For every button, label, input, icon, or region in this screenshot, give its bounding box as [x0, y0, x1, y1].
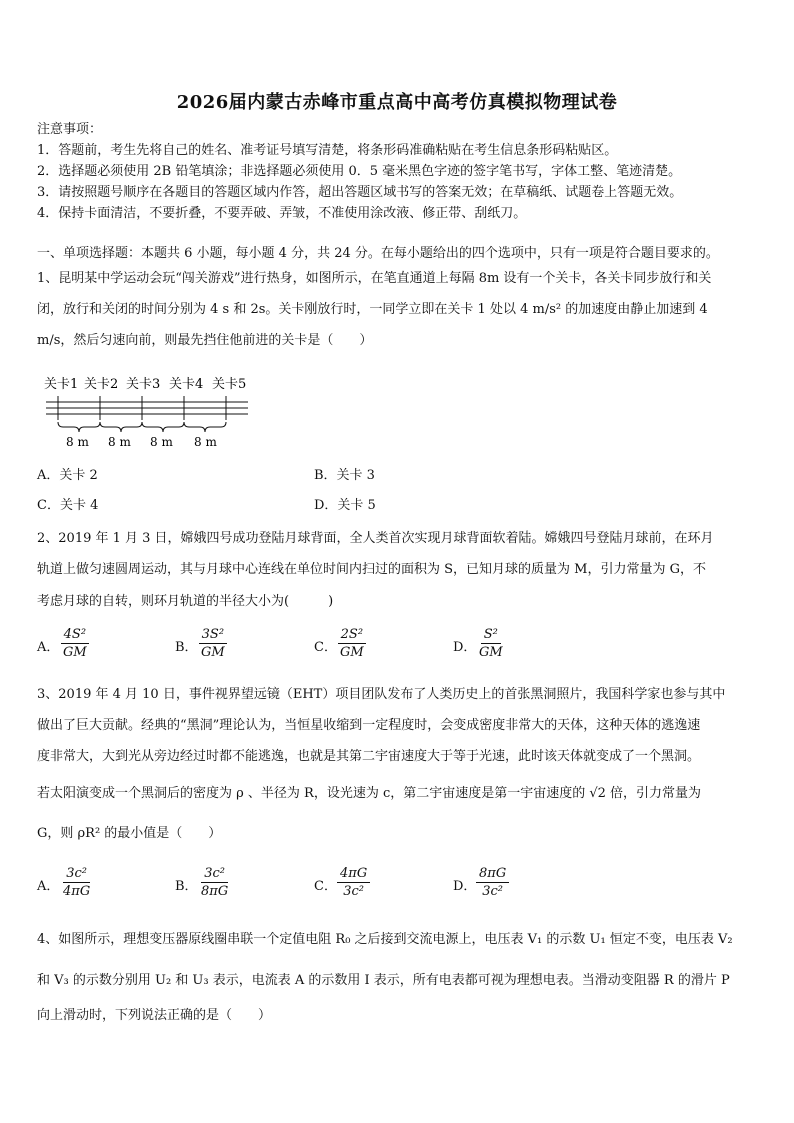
- numerator: 2S²: [338, 627, 366, 644]
- q1-text-line: 闭，放行和关闭的时间分别为 4 s 和 2s。关卡刚放行时，一同学立即在关卡 1 处以 4 m/s² 的加速度由静止加速到 4: [37, 302, 708, 317]
- q2-option-d-label: D．: [453, 640, 477, 655]
- notice-item: 1．答题前，考生先将自己的姓名、准考证号填写清楚，将条形码准确粘贴在考生信息条形码粘贴区。: [37, 143, 618, 158]
- q1-figure: [36, 372, 266, 452]
- gate-label: 关卡1: [44, 377, 79, 392]
- q2-text-line: 轨道上做匀速圆周运动，其与月球中心连线在单位时间内扫过的面积为 S，已知月球的质量为 M，引力常量为 G，不: [37, 562, 706, 577]
- q1-option-d: D．关卡 5: [314, 498, 376, 513]
- q4-text-line: 4、如图所示，理想变压器原线圈串联一个定值电阻 R₀ 之后接到交流电源上，电压表 V₁ 的示数 U₁ 恒定不变，电压表 V₂: [37, 932, 733, 947]
- q3-option-d-label: D．: [453, 879, 477, 894]
- q3-text-line: 度非常大，大到光从旁边经过时都不能逃逸，也就是其第二宇宙速度大于等于光速，此时该天体就变成了一个黑洞。: [37, 749, 701, 764]
- q2-text-line: 2、2019 年 1 月 3 日，嫦娥四号成功登陆月球背面，全人类首次实现月球背面软着陆。嫦娥四号登陆月球前，在环月: [37, 531, 714, 546]
- q2-option-c-label: C．: [314, 640, 337, 655]
- numerator: S²: [481, 627, 501, 644]
- q3-option-d-fraction: [476, 866, 509, 899]
- brace: [100, 422, 142, 432]
- q1-option-c: C．关卡 4: [37, 498, 99, 513]
- q2-option-d-fraction: [476, 627, 506, 660]
- denominator: 3c²: [482, 884, 503, 899]
- q1-text-line: m/s，然后匀速向前，则最先挡住他前进的关卡是（ ）: [37, 333, 373, 348]
- gap-label: 8 m: [108, 435, 131, 449]
- notice-heading: 注意事项：: [37, 122, 103, 137]
- q3-text-line: 若太阳演变成一个黑洞后的密度为 ρ 、半径为 R，设光速为 c，第二宇宙速度是第一宇宙速度的 √2 倍，引力常量为: [37, 786, 702, 801]
- q2-text-line: 考虑月球的自转，则环月轨道的半径大小为( ): [37, 594, 334, 609]
- gap-label: 8 m: [66, 435, 89, 449]
- section-heading: 一、单项选择题：本题共 6 小题，每小题 4 分，共 24 分。在每小题给出的四个选项中，只有一项是符合题目要求的。: [37, 246, 719, 261]
- numerator: 8πG: [476, 866, 509, 883]
- q3-option-a-label: A．: [37, 879, 60, 894]
- gap-label: 8 m: [194, 435, 217, 449]
- q4-text-line: 向上滑动时，下列说法正确的是（ ）: [37, 1008, 272, 1023]
- denominator: GM: [201, 645, 225, 660]
- gate-label: 关卡2: [84, 377, 119, 392]
- q2-option-c-fraction: [337, 627, 367, 660]
- denominator: 3c²: [343, 884, 364, 899]
- q1-option-a: A．关卡 2: [37, 468, 98, 483]
- denominator: 8πG: [201, 884, 229, 899]
- notice-item: 2．选择题必须使用 2B 铅笔填涂；非选择题必须使用 0．5 毫米黑色字迹的签字笔书写，字体工整、笔迹清楚。: [37, 164, 682, 179]
- denominator: GM: [340, 645, 364, 660]
- denominator: GM: [63, 645, 87, 660]
- gate-label: 关卡5: [212, 377, 247, 392]
- notice-item: 3．请按照题号顺序在各题目的答题区域内作答，超出答题区域书写的答案无效；在草稿纸、试题卷上答题无效。: [37, 185, 683, 200]
- q2-option-a-label: A．: [37, 640, 60, 655]
- exam-title: 2026届内蒙古赤峰市重点高中高考仿真模拟物理试卷: [176, 92, 618, 113]
- gate-label: 关卡3: [126, 377, 161, 392]
- q3-option-b-fraction: [198, 866, 231, 899]
- brace: [142, 422, 184, 432]
- gate-label: 关卡4: [169, 377, 204, 392]
- numerator: 3c²: [63, 866, 90, 883]
- q3-text-line: G，则 ρR² 的最小值是（ ）: [37, 826, 222, 841]
- numerator: 4πG: [337, 866, 370, 883]
- denominator: 4πG: [63, 884, 91, 899]
- numerator: 4S²: [61, 627, 89, 644]
- q1-text-line: 1、昆明某中学运动会玩“闯关游戏”进行热身，如图所示，在笔直通道上每隔 8m 设有一个关卡，各关卡同步放行和关: [37, 271, 712, 286]
- notice-item: 4．保持卡面清洁，不要折叠，不要弄破、弄皱，不准使用涂改液、修正带、刮纸刀。: [37, 206, 527, 221]
- gap-label: 8 m: [150, 435, 173, 449]
- brace: [184, 422, 226, 432]
- q1-option-b: B．关卡 3: [314, 468, 375, 483]
- q2-option-b-label: B．: [175, 640, 198, 655]
- q3-text-line: 3、2019 年 4 月 10 日，事件视界望远镜（EHT）项目团队发布了人类历史上的首张黑洞照片，我国科学家也参与其中: [37, 687, 726, 702]
- q3-option-c-label: C．: [314, 879, 337, 894]
- q3-option-b-label: B．: [175, 879, 198, 894]
- numerator: 3c²: [201, 866, 228, 883]
- q3-text-line: 做出了巨大贡献。经典的“黑洞”理论认为，当恒星收缩到一定程度时，会变成密度非常大的天体，这种天体的逃逸速: [37, 718, 701, 733]
- q4-text-line: 和 V₃ 的示数分别用 U₂ 和 U₃ 表示，电流表 A 的示数用 I 表示，所有电表都可视为理想电表。当滑动变阻器 R 的滑片 P: [37, 973, 730, 988]
- denominator: GM: [479, 645, 503, 660]
- brace: [58, 422, 100, 432]
- q2-option-a-fraction: [60, 627, 90, 660]
- numerator: 3S²: [199, 627, 227, 644]
- q3-option-c-fraction: [337, 866, 370, 899]
- q2-option-b-fraction: [198, 627, 228, 660]
- q3-option-a-fraction: [60, 866, 93, 899]
